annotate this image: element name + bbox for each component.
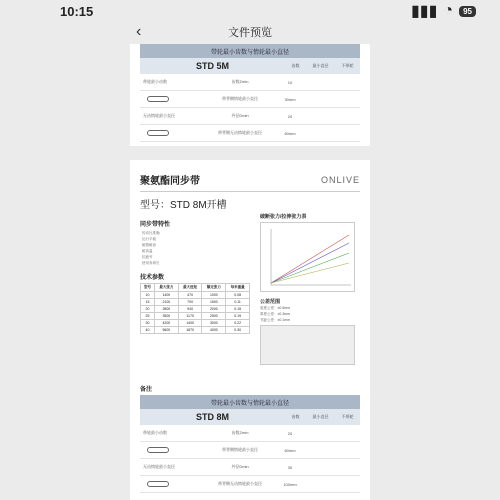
cell: 20 [141, 306, 155, 313]
cell: 10 [141, 292, 155, 299]
cell: 0.15 [226, 306, 250, 313]
row-cond: 外径Dmin [231, 113, 249, 118]
row-val: 30mm [284, 96, 296, 102]
row-label: 带轮最小齿数 [143, 430, 167, 435]
belt-diagram [140, 447, 200, 454]
chart-svg [261, 223, 356, 293]
divider [140, 191, 360, 192]
cell: 1170 [178, 313, 202, 320]
table-row [140, 91, 360, 108]
document-page-2[interactable] [130, 160, 370, 500]
cell: 0.11 [226, 299, 250, 306]
battery-icon: 95 [459, 6, 476, 17]
right-column [260, 213, 360, 365]
row-val: 30 [287, 464, 293, 470]
row-val: 60mm [284, 447, 296, 453]
belt-image [260, 325, 355, 365]
col-label: 最小直径 [312, 414, 329, 419]
cell: 1500 [202, 299, 226, 306]
cell: 3500 [154, 313, 178, 320]
table-row [141, 299, 250, 306]
section-title: 技术参数 [140, 275, 165, 281]
system-icons [411, 1, 476, 21]
status-bar [0, 0, 500, 22]
back-icon[interactable]: ‹ [136, 23, 142, 40]
row-cond: 带背侧无齿惰轮最小直径 [218, 130, 262, 135]
cell: 3000 [202, 320, 226, 327]
tolerance-item: 厚度公差：±0.3mm [260, 312, 291, 316]
cell: 1000 [202, 292, 226, 299]
table-row [140, 442, 360, 459]
row-cond: 外径Dmin [231, 464, 249, 469]
row-cond: 带背侧无齿惰轮最小直径 [218, 481, 262, 486]
row-label: 无齿惰轮最小直径 [143, 113, 175, 118]
table-row [140, 425, 360, 442]
table-header: 带轮最小齿数与惰轮最小直径 [140, 395, 360, 409]
signal-icon: ▮▮▮ [411, 3, 438, 20]
cell: 1400 [178, 320, 202, 327]
feature-item: 抗疲劳 [142, 255, 153, 259]
stretch-chart [260, 222, 355, 292]
table-row [141, 313, 250, 320]
feature-item: 耐磨耐油 [142, 243, 156, 247]
col-label: 最小直径 [312, 63, 329, 68]
row-label: 无齿惰轮最小直径 [143, 464, 175, 469]
table-row [140, 108, 360, 125]
col-label: 齿数 [291, 414, 300, 419]
table-header-cell: 型号 [141, 284, 155, 292]
feature-item: 运行平稳 [142, 237, 156, 241]
row-cond: 齿数Zmin [231, 79, 249, 84]
tolerance-item: 宽度公差：±0.5mm [260, 306, 291, 310]
cell: 470 [178, 292, 202, 299]
table-header: 带轮最小齿数与惰轮最小直径 [140, 44, 360, 58]
cell: 0.19 [226, 313, 250, 320]
model-label: STD 8M [195, 412, 229, 422]
brand-title: 聚氨酯同步带 [140, 176, 200, 187]
cell: 700 [178, 299, 202, 306]
belt-diagram [140, 130, 200, 137]
brand-logo: ONLIVE [320, 174, 360, 185]
col-label: 不带轮 [341, 63, 354, 68]
row-val: 20 [287, 430, 293, 436]
table-row [141, 292, 250, 299]
table-row [141, 306, 250, 313]
cell: 4000 [202, 327, 226, 334]
page-title: 文件预览 [228, 27, 272, 39]
cell: 0.30 [226, 327, 250, 334]
model-label: 型号：STD 8M开槽 [140, 200, 227, 211]
row-cond: 带背侧惰轮最小直径 [222, 96, 258, 101]
tolerance-title: 公差范围 [260, 299, 281, 305]
row-cond: 齿数Zmin [231, 430, 249, 435]
row-val: 100mm [283, 481, 297, 487]
feature-item: 耐高温 [142, 249, 153, 253]
chart-title: 破断张力/拉伸张力表 [260, 214, 307, 220]
note-title: 备注 [140, 387, 153, 393]
cell: 0.08 [226, 292, 250, 299]
cell: 1400 [154, 292, 178, 299]
cell: 25 [141, 313, 155, 320]
table-row [141, 327, 250, 334]
clock: 10:15 [60, 3, 94, 19]
table-row [140, 125, 360, 142]
table-header-cell: 最大张力 [154, 284, 178, 292]
row-val: 10 [287, 79, 293, 85]
cell: 0.22 [226, 320, 250, 327]
belt-diagram [140, 96, 200, 103]
left-column [130, 213, 250, 334]
cell: 940 [178, 306, 202, 313]
belt-diagram [140, 481, 200, 488]
cell: 2100 [154, 299, 178, 306]
table-header-cell: 额定张力 [202, 284, 226, 292]
feature-item: 传动比准确 [142, 231, 160, 235]
cell: 40 [141, 327, 155, 334]
cell: 30 [141, 320, 155, 327]
col-label: 齿数 [291, 63, 300, 68]
table-subheader [140, 409, 360, 425]
feature-item: 使用寿命长 [142, 261, 160, 265]
row-val: 20 [287, 113, 293, 119]
table-row [141, 320, 250, 327]
row-label: 带轮最小齿数 [143, 79, 167, 84]
spec-table [140, 283, 250, 334]
col-label: 不带轮 [341, 414, 354, 419]
table-subheader [140, 58, 360, 74]
cell: 5600 [154, 327, 178, 334]
tolerance-item: 节距公差：±0.1mm [260, 318, 291, 322]
table-header-cell: 最大扭矩 [178, 284, 202, 292]
table-row [140, 476, 360, 493]
table-header-cell: 每米重量 [226, 284, 250, 292]
cell: 4200 [154, 320, 178, 327]
cell: 2500 [202, 313, 226, 320]
row-cond: 带背侧惰轮最小直径 [222, 447, 258, 452]
nav-bar [0, 22, 500, 42]
brand-header [140, 172, 360, 187]
table-row [140, 459, 360, 476]
row-val: 60mm [284, 130, 296, 136]
cell: 2800 [154, 306, 178, 313]
wifi-icon: ◔ [443, 2, 454, 19]
table-row [140, 74, 360, 91]
model-label: STD 5M [195, 61, 229, 71]
cell: 1870 [178, 327, 202, 334]
document-page-1[interactable] [130, 44, 370, 146]
cell: 2000 [202, 306, 226, 313]
cell: 15 [141, 299, 155, 306]
section-title: 同步带特性 [140, 222, 171, 228]
